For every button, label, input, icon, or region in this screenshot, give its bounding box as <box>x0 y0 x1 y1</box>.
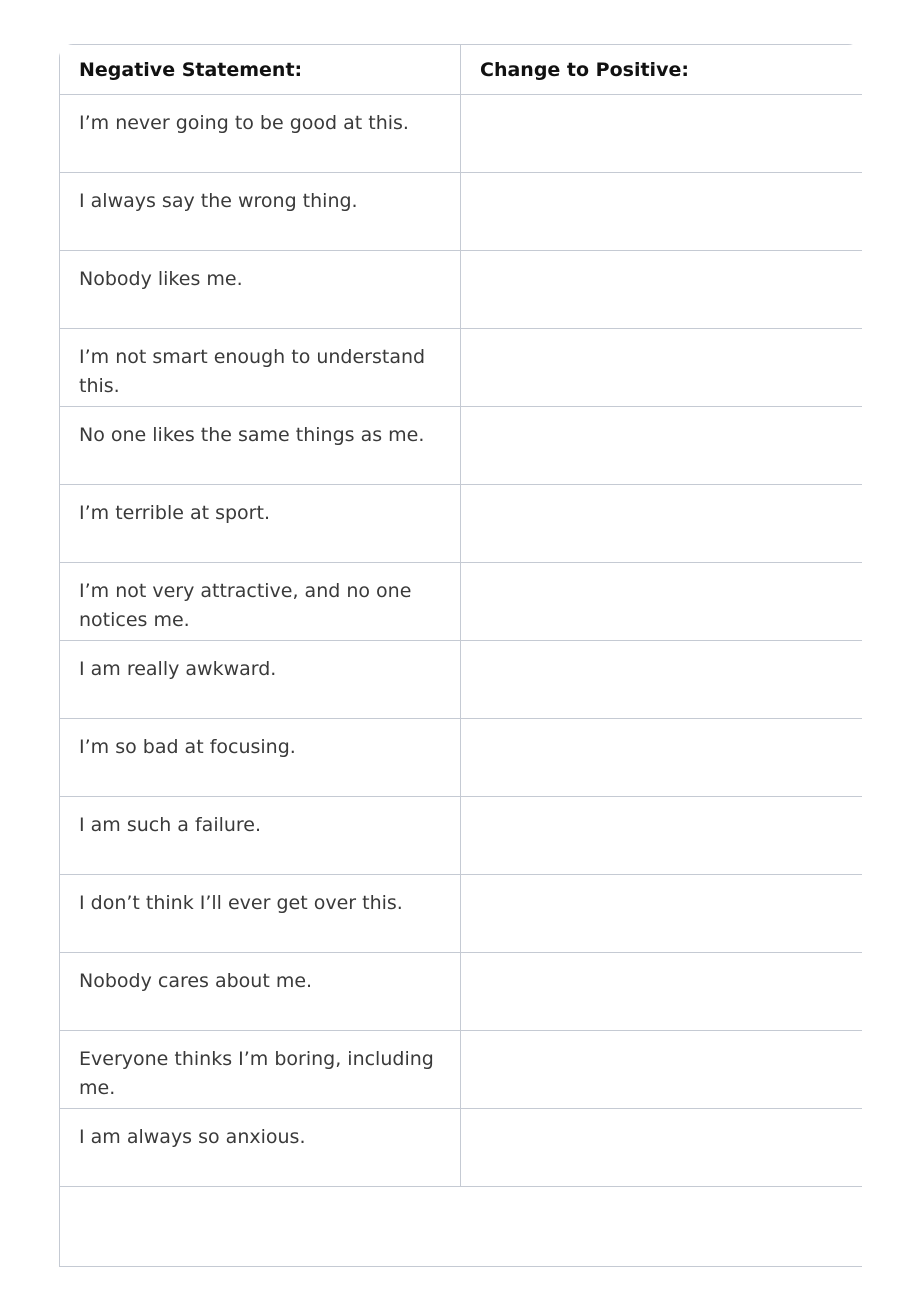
header-negative-statement: Negative Statement: <box>60 45 461 95</box>
header-row <box>60 45 863 95</box>
table-row <box>60 875 863 953</box>
positive-answer-cell[interactable] <box>461 485 863 563</box>
table-row <box>60 173 863 251</box>
table-row <box>60 329 863 407</box>
negative-statement-cell: I am always so anxious. <box>60 1109 461 1187</box>
positive-answer-cell[interactable] <box>461 407 863 485</box>
positive-answer-cell[interactable] <box>461 251 863 329</box>
negative-to-positive-table <box>59 44 862 1267</box>
table-row <box>60 797 863 875</box>
table-row <box>60 1031 863 1109</box>
negative-statement-cell: Nobody likes me. <box>60 251 461 329</box>
negative-statement-cell: I’m terrible at sport. <box>60 485 461 563</box>
table-row <box>60 953 863 1031</box>
negative-statement-cell: I’m not very attractive, and no one notices me. <box>60 563 461 641</box>
table-row <box>60 641 863 719</box>
table-row <box>60 485 863 563</box>
positive-answer-cell[interactable] <box>461 953 863 1031</box>
table-row <box>60 563 863 641</box>
positive-answer-cell[interactable] <box>461 1109 863 1187</box>
positive-answer-cell[interactable] <box>461 173 863 251</box>
table-row <box>60 1109 863 1187</box>
positive-answer-cell[interactable] <box>461 329 863 407</box>
positive-answer-cell[interactable] <box>461 563 863 641</box>
negative-statement-cell: I’m not smart enough to understand this. <box>60 329 461 407</box>
table-row <box>60 719 863 797</box>
negative-statement-cell: I’m so bad at focusing. <box>60 719 461 797</box>
table-row <box>60 251 863 329</box>
header-change-to-positive: Change to Positive: <box>461 45 863 95</box>
positive-answer-cell[interactable] <box>461 1031 863 1109</box>
negative-statement-cell: No one likes the same things as me. <box>60 407 461 485</box>
negative-statement-cell: I am really awkward. <box>60 641 461 719</box>
negative-statement-cell: I don’t think I’ll ever get over this. <box>60 875 461 953</box>
negative-statement-cell: Everyone thinks I’m boring, including me. <box>60 1031 461 1109</box>
positive-answer-cell[interactable] <box>461 719 863 797</box>
blank-row-cell <box>60 1187 863 1267</box>
table-row-empty <box>60 1187 863 1267</box>
negative-statement-cell: Nobody cares about me. <box>60 953 461 1031</box>
table-row <box>60 95 863 173</box>
positive-answer-cell[interactable] <box>461 95 863 173</box>
positive-answer-cell[interactable] <box>461 875 863 953</box>
table-row <box>60 407 863 485</box>
negative-statement-cell: I am such a failure. <box>60 797 461 875</box>
negative-statement-cell: I always say the wrong thing. <box>60 173 461 251</box>
positive-answer-cell[interactable] <box>461 641 863 719</box>
positive-answer-cell[interactable] <box>461 797 863 875</box>
worksheet-container <box>59 44 862 1274</box>
negative-statement-cell: I’m never going to be good at this. <box>60 95 461 173</box>
